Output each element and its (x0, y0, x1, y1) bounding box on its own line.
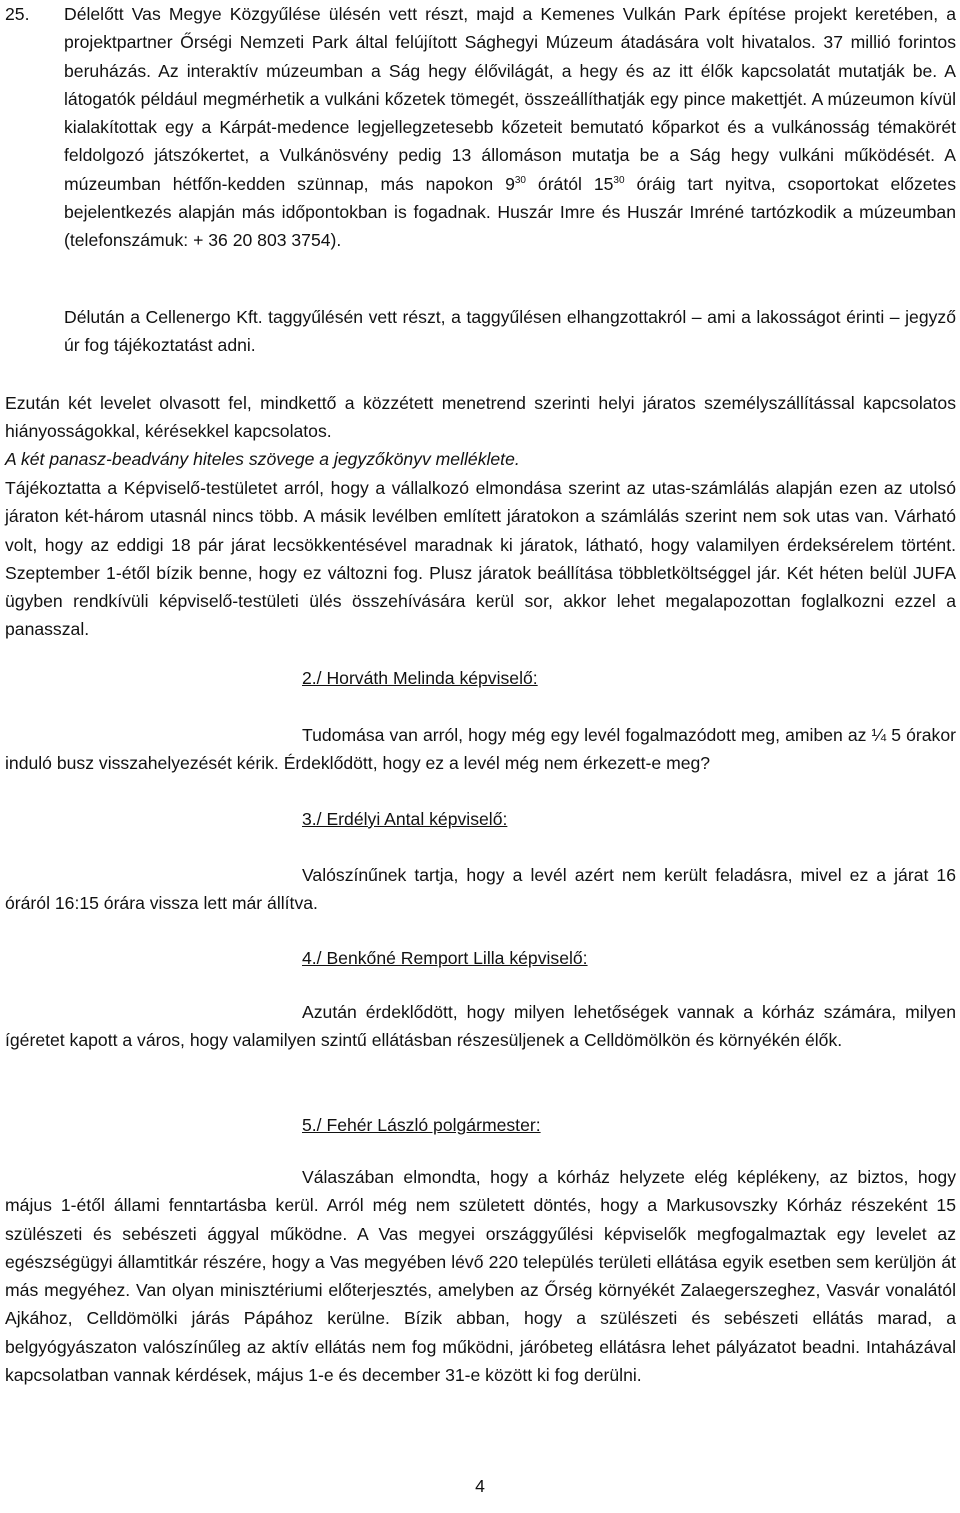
section-heading-3: 3./ Erdélyi Antal képviselő: (302, 809, 508, 829)
section-text-5-content: Válaszában elmondta, hogy a kórház helyzete elég képlékeny, az biztos, hogy május 1-étől állami fenntartásba kerül. Arról még nem született döntés, hogy a Markusovszky Kórház részeként 15 szülészeti és sebészeti ággyal működne. A Vas megyei országgyűlési képviselők megfogalmaztak egy levelet az egészségügyi államtitkár részére, hogy a Vas megyében lévő 220 település területi ellátása egyik esetben sem kerüljön át más megyéhez. Van olyan minisztériumi előterjesztés, amelyben az Őrség környékét Zalaegerszeghez, Vasvár vonalától Ajkához, Celldömölki járás Pápához kerülne. Bízik abban, hogy a szülészeti és sebészeti ellátás marad, a belgyógyászaton valószínűleg az aktív ellátás nem fog működni, járóbeteg ellátásra lehet pályázatot beadni. Intaházával kapcsolatban vannak kérdések, május 1-e és december 31-e között ki fog derülni. (5, 1167, 956, 1386)
section-text-3-content: Valószínűnek tartja, hogy a levél azért nem került feladásra, mivel ez a járat 16 óráról 16:15 órára vissza lett már állítva. (5, 865, 956, 914)
item-25 (0, 0, 960, 260)
time-superscript-1: 30 (514, 174, 526, 186)
section-text-5 (5, 1163, 956, 1389)
item-25-text (64, 0, 956, 255)
section-heading-2: 2./ Horváth Melinda képviselő: (302, 668, 538, 688)
afternoon-paragraph: Délután a Cellenergo Kft. taggyűlésén vett részt, a taggyűlésen elhangzottakról – ami a lakosságot érinti – jegyző úr fog tájékoztatást adni. (64, 307, 956, 356)
section-text-4-content: Azután érdeklődött, hogy milyen lehetőségek vannak a kórház számára, milyen ígéretet kapott a város, hogy valamilyen szintű ellátásban részesüljenek a Celldömölkön és környékén élők. (5, 1002, 956, 1051)
item-number: 25. (5, 4, 30, 24)
section-text-2 (5, 721, 956, 778)
page-number: 4 (475, 1476, 485, 1496)
time-superscript-2: 30 (613, 174, 625, 186)
section-heading-4: 4./ Benkőné Remport Lilla képviselő: (302, 948, 588, 968)
section-text-3 (5, 861, 956, 918)
letters-note: A két panasz-beadvány hiteles szövege a jegyzőkönyv melléklete. (5, 449, 520, 469)
item-text-part-3: óráig tart nyitva, csoportokat előzetes bejelentkezés alapján más időpontokban is fogadnak. Huszár Imre és Huszár Imréné tartózkodik a múzeumban (telefonszámuk: + 36 20 803 3754). (64, 173, 957, 251)
section-heading-5: 5./ Fehér László polgármester: (302, 1115, 541, 1135)
item-text-part-2: órától 15 (525, 173, 614, 194)
info-paragraph: Tájékoztatta a Képviselő-testületet arról, hogy a vállalkozó elmondása szerint az utas-számlálás alapján ezen az utolsó járaton két-három utasnál nincs több. A másik levélben említett járatokon a számlálás szerint nem sok utas van. Várható volt, hogy az eddigi 18 pár járat lecsökkentésével maradnak ki járatok, látható, hogy valamilyen érdeksérelem történt. Szeptember 1-étől bízik benne, hogy ez változni fog. Plusz járatok beállítása többletköltséggel jár. Két héten belül JUFA ügyben rendkívüli képviselő-testületi ülés összehívására kerül sor, akkor lehet megalapozottan foglalkozni ezzel a panasszal. (5, 478, 956, 640)
item-text-part-1: Délelőtt Vas Megye Közgyűlése ülésén vett részt, majd a Kemenes Vulkán Park építése projekt keretében, a projektpartner Őrségi Nemzeti Park által felújított Sághegyi Múzeum átadására volt hivatalos. 37 millió forintos beruházás. Az interaktív múzeumban a Ság hegy élővilágát, a hegy és az itt élők kapcsolatát mutatják be. A látogatók például megmérhetik a vulkáni kőzetek tömegét, összeállíthatják egy pince makettjét. A múzeumon kívül kialakítottak egy a Kárpát-medence legjellegzetesebb kőzeteit bemutató kőparkot és a vulkánosság témakörét feldolgozó játszókertet, a Vulkánösvény pedig 13 állomáson mutatja be a Ság hegy vulkáni működését. A múzeumban hétfőn-kedden szünnap, más napokon 9 (64, 4, 956, 194)
section-text-2-content: Tudomása van arról, hogy még egy levél fogalmazódott meg, amiben az ¼ 5 órakor induló busz visszahelyezését kérik. Érdeklődött, hogy ez a levél még nem érkezett-e meg? (5, 725, 956, 774)
section-text-4 (5, 998, 956, 1055)
letters-paragraph: Ezután két levelet olvasott fel, mindkettő a közzétett menetrend szerinti helyi járatos személyszállítással kapcsolatos hiányosságokkal, kérésekkel kapcsolatos. (5, 393, 956, 442)
